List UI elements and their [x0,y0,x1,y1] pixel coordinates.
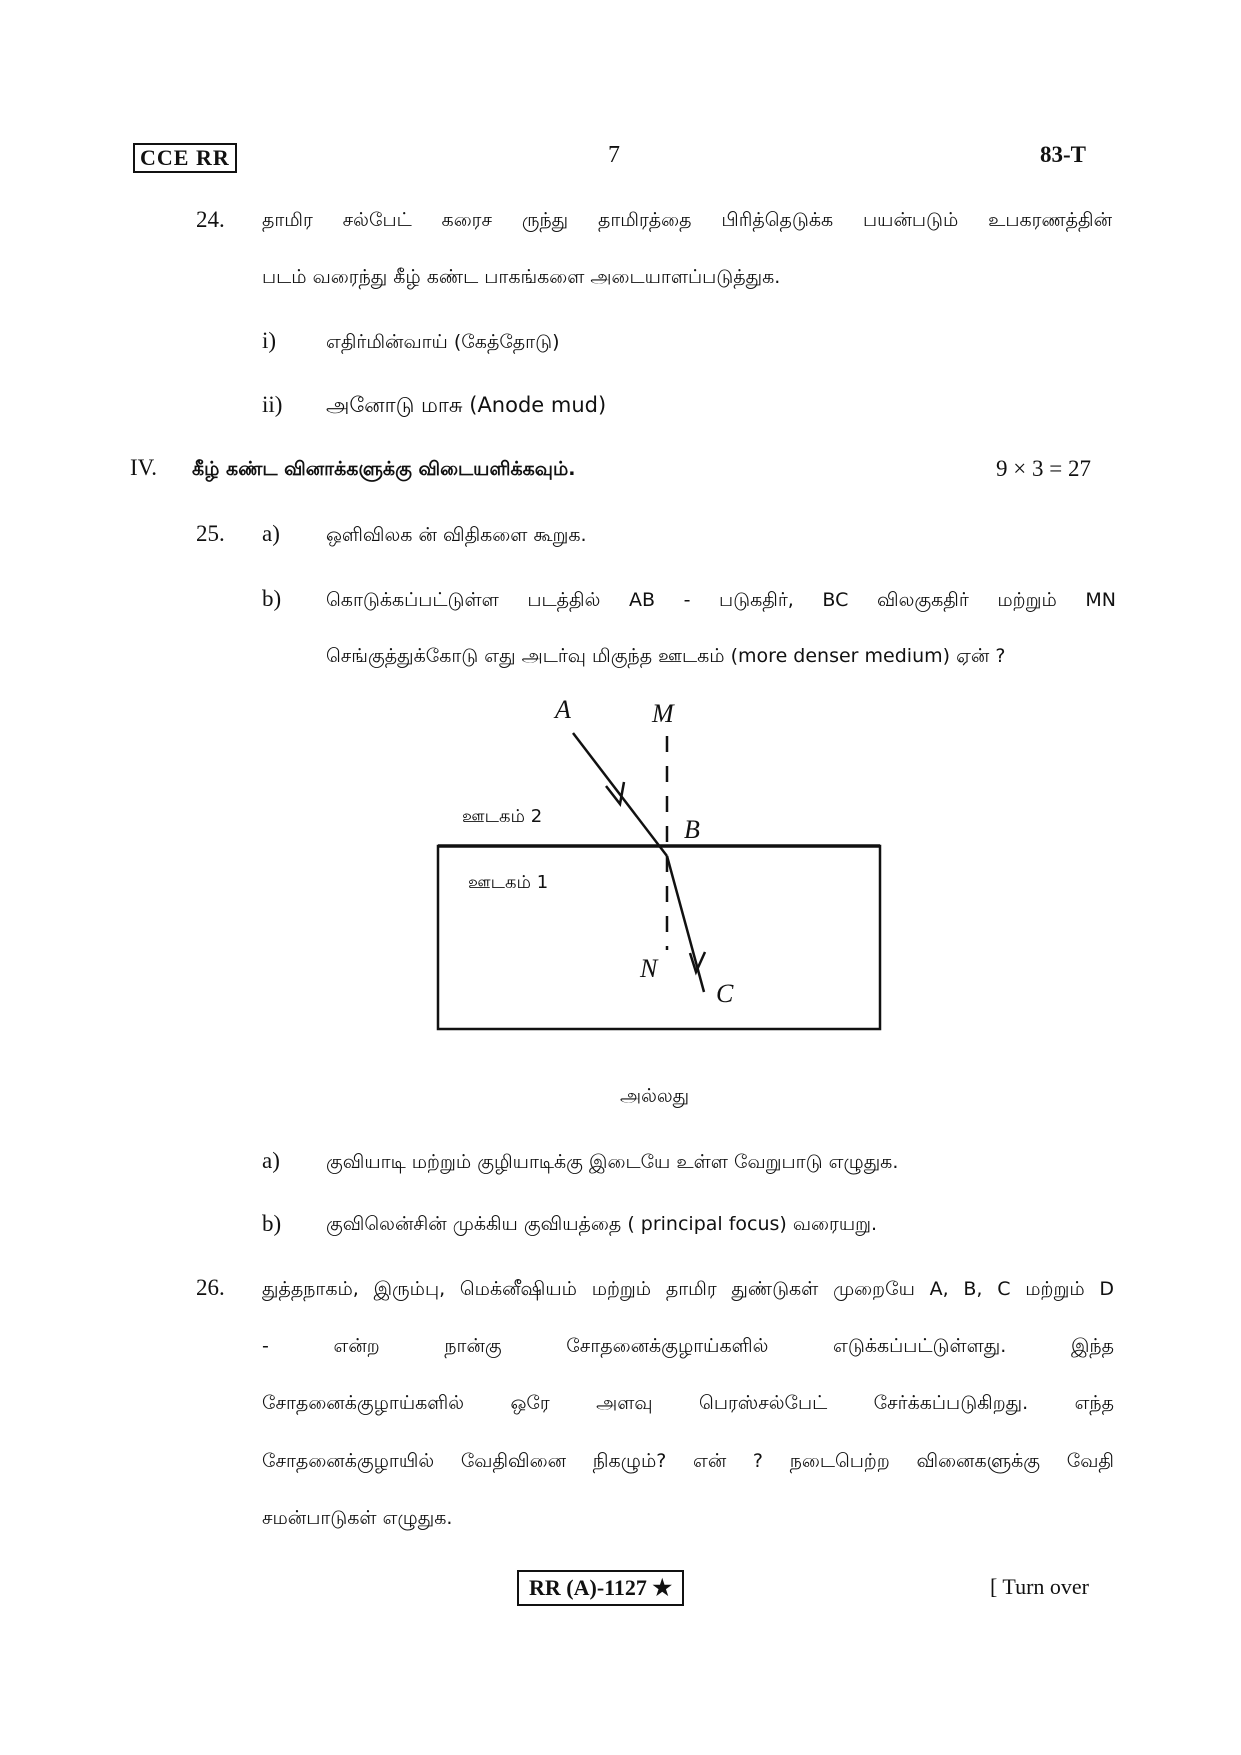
label-M: M [652,699,674,728]
paper-code: 83-T [1040,142,1086,167]
q25-b-line1: கொடுக்கப்பட்டுள்ள படத்தில் AB - படுகதிர், BC விலகுகதிர் மற்றும் MN [326,589,1116,611]
incident-ray [573,733,667,856]
q26-line4: சோதனைக்குழாயில் வேதிவினை நிகழும்? என் ? நடைபெற்ற வினைகளுக்கு வேதி [262,1450,1114,1472]
q25-alt-b-label: b) [262,1211,282,1236]
label-A: A [555,695,571,724]
refracted-arrow [690,952,705,972]
q24-item2-text: அனோடு மாசு (Anode mud) [326,393,607,417]
q26-line5: சமன்பாடுகள் எழுதுக. [262,1507,453,1529]
q25-alt-a-label: a) [262,1148,280,1173]
q25-number: 25. [196,521,225,546]
q24-line1: தாமிர சல்பேட் கரைச ருந்து தாமிரத்தை பிரித்தெடுக்க பயன்படும் உபகரணத்தின் [262,209,1112,231]
q24-item1-label: i) [262,328,277,353]
or-text: அல்லது [620,1085,690,1107]
q24-item1-text: எதிர்மின்வாய் (கேத்தோடு) [326,331,560,353]
label-medium-2: ஊடகம் 2 [462,806,543,827]
q25-alt-b-text: குவிலென்சின் முக்கிய குவியத்தை ( principal focus) வரையறு. [326,1213,878,1235]
page-number: 7 [608,142,620,168]
section-heading: கீழ் கண்ட வினாக்களுக்கு விடையளிக்கவும். [192,458,576,480]
header-label: CCE RR [133,143,237,173]
section-marks: 9 × 3 = 27 [996,456,1091,481]
q26-line2: - என்ற நான்கு சோதனைக்குழாய்களில் எடுக்கப்பட்டுள்ளது. இந்த [262,1335,1114,1357]
q26-line1: துத்தநாகம், இரும்பு, மெக்னீஷியம் மற்றும் தாமிர துண்டுகள் முறையே A, B, C மற்றும் D [262,1278,1114,1300]
q25-alt-a-text: குவியாடி மற்றும் குழியாடிக்கு இடையே உள்ள வேறுபாடு எழுதுக. [326,1151,899,1173]
q25-a-text: ஒளிவிலக ன் விதிகளை கூறுக. [326,524,587,546]
q24-line2: படம் வரைந்து கீழ் கண்ட பாகங்களை அடையாளப்படுத்துக. [262,266,781,288]
label-C: C [716,979,734,1008]
section-roman: IV. [130,455,158,480]
incident-arrow [606,782,624,804]
label-N: N [640,954,658,983]
q26-number: 26. [196,1275,225,1300]
turn-over: [ Turn over [990,1574,1090,1599]
label-B: B [684,815,700,844]
q25-a-label: a) [262,521,280,546]
q24-number: 24. [196,207,225,232]
q25-b-label: b) [262,586,282,611]
footer-code: RR (A)-1127 ★ [517,1570,684,1606]
q25-b-line2: செங்குத்துக்கோடு எது அடர்வு மிகுந்த ஊடகம் (more denser medium) ஏன் ? [326,645,1006,667]
q26-line3: சோதனைக்குழாய்களில் ஒரே அளவு பெரஸ்சல்பேட் சேர்க்கப்படுகிறது. எந்த [262,1392,1114,1414]
refracted-ray [667,856,704,992]
label-medium-1: ஊடகம் 1 [468,872,549,893]
q24-item2-label: ii) [262,392,283,417]
